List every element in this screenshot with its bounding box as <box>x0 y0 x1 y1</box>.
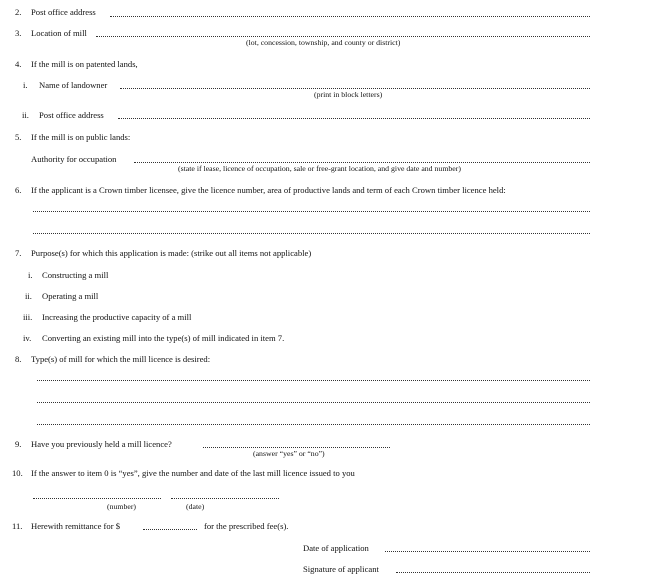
mill-type-line-2[interactable] <box>37 402 590 403</box>
item-11-label-a: Herewith remittance for $ <box>31 521 121 531</box>
item-11-label-b: for the prescribed fee(s). <box>204 521 289 531</box>
date-of-application-label: Date of application <box>303 543 369 553</box>
purpose-iii-number: iii. <box>23 312 33 322</box>
item-3-hint: (lot, concession, township, and county or district) <box>246 38 401 47</box>
remittance-amount-field[interactable] <box>143 529 197 530</box>
item-5-label: If the mill is on public lands: <box>31 132 131 142</box>
authority-hint: (state if lease, licence of occupation, sale or free-grant location, and give date and number) <box>178 164 461 173</box>
purpose-i-number: i. <box>28 270 33 280</box>
item-9-label: Have you previously held a mill licence? <box>31 439 172 449</box>
purpose-constructing[interactable]: Constructing a mill <box>42 270 109 280</box>
landowner-name-field[interactable] <box>120 88 590 89</box>
crown-licence-line-2[interactable] <box>33 233 590 234</box>
item-2-number: 2. <box>15 7 22 17</box>
item-4-i-hint: (print in block letters) <box>314 90 383 99</box>
mill-type-line-1[interactable] <box>37 380 590 381</box>
item-6-label: If the applicant is a Crown timber licensee, give the licence number, area of productive lands and term of each Crown timber licence held: <box>31 185 506 195</box>
last-licence-number-field[interactable] <box>33 498 161 499</box>
item-4-i-label: Name of landowner <box>39 80 108 90</box>
last-licence-date-field[interactable] <box>171 498 279 499</box>
previous-licence-field[interactable] <box>203 447 390 448</box>
purpose-converting[interactable]: Converting an existing mill into the type(s) of mill indicated in item 7. <box>42 333 285 343</box>
purpose-iv-number: iv. <box>23 333 32 343</box>
item-4-label: If the mill is on patented lands, <box>31 59 138 69</box>
signature-field[interactable] <box>396 572 590 573</box>
item-6-number: 6. <box>15 185 22 195</box>
item-9-hint: (answer “yes” or “no”) <box>253 449 325 458</box>
item-4-ii-label: Post office address <box>39 110 104 120</box>
item-4-number: 4. <box>15 59 22 69</box>
item-5-number: 5. <box>15 132 22 142</box>
item-3-label: Location of mill <box>31 28 87 38</box>
purpose-ii-number: ii. <box>25 291 32 301</box>
item-11-number: 11. <box>12 521 23 531</box>
signature-label: Signature of applicant <box>303 564 379 574</box>
post-office-address-field[interactable] <box>110 16 590 17</box>
date-of-application-field[interactable] <box>385 551 590 552</box>
item-10-number: 10. <box>12 468 23 478</box>
crown-licence-line-1[interactable] <box>33 211 590 212</box>
item-4-ii-number: ii. <box>22 110 29 120</box>
date-hint: (date) <box>186 502 205 511</box>
landowner-address-field[interactable] <box>118 118 590 119</box>
number-hint: (number) <box>107 502 137 511</box>
item-7-number: 7. <box>15 248 22 258</box>
item-3-number: 3. <box>15 28 22 38</box>
mill-location-field[interactable] <box>96 36 590 37</box>
item-8-number: 8. <box>15 354 22 364</box>
purpose-operating[interactable]: Operating a mill <box>42 291 99 301</box>
item-2-label: Post office address <box>31 7 96 17</box>
item-7-label: Purpose(s) for which this application is made: (strike out all items not applicable) <box>31 248 312 258</box>
item-9-number: 9. <box>15 439 22 449</box>
authority-field[interactable] <box>134 162 590 163</box>
item-10-label: If the answer to item 0 is “yes”, give the number and date of the last mill licence issued to you <box>31 468 355 478</box>
item-4-i-number: i. <box>23 80 28 90</box>
authority-label: Authority for occupation <box>31 154 117 164</box>
item-8-label: Type(s) of mill for which the mill licence is desired: <box>31 354 211 364</box>
purpose-increasing[interactable]: Increasing the productive capacity of a mill <box>42 312 192 322</box>
mill-type-line-3[interactable] <box>37 424 590 425</box>
